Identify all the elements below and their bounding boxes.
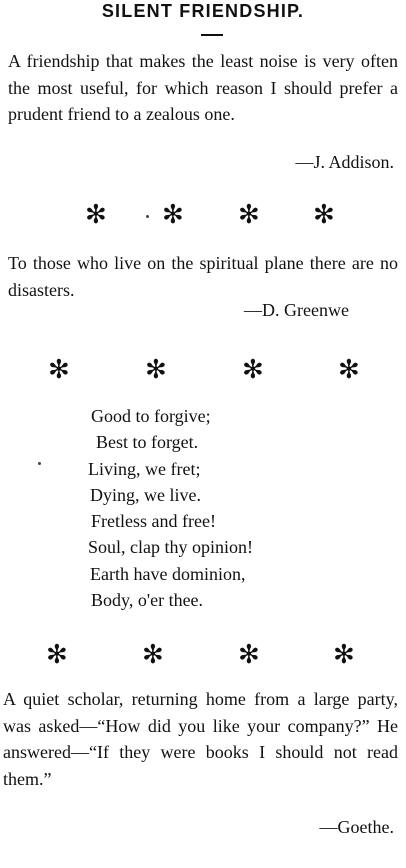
article-title: SILENT FRIENDSHIP.: [101, 1, 305, 21]
poem-line: Body, o'er thee.: [91, 590, 204, 611]
goethe-paragraph: A quiet scholar, returning home from a large party, was asked—“How did you like your company?” He answered—“If they were books I should not read them.”: [3, 689, 398, 789]
poem-line: Fretless and free!: [91, 511, 216, 532]
asterisk-icon: ✻: [338, 355, 360, 385]
print-speck: [146, 215, 149, 218]
asterisk-icon: ✻: [238, 200, 260, 230]
asterisk-icon: ✻: [85, 200, 107, 230]
asterisk-icon: ✻: [162, 200, 184, 230]
asterisk-icon: ✻: [48, 355, 70, 385]
print-speck: [38, 462, 41, 465]
addison-paragraph: A friendship that makes the least noise is very often the most useful, for which reason I should prefer a prudent friend to a zealous one.: [8, 51, 398, 124]
asterisk-icon: ✻: [145, 355, 167, 385]
addison-attribution: —J. Addison.: [295, 152, 394, 172]
asterisk-icon: ✻: [313, 200, 335, 230]
asterisk-icon: ✻: [46, 640, 68, 670]
poem-line: Good to forgive;: [91, 406, 211, 426]
asterisk-icon: ✻: [333, 640, 355, 670]
poem-line: Living, we fret;: [88, 458, 201, 479]
greenwell-paragraph: To those who live on the spiritual plane there are no disasters.: [8, 253, 398, 300]
poem-line: Soul, clap thy opinion!: [88, 537, 253, 558]
poem: [88, 403, 253, 613]
asterisk-icon: ✻: [142, 640, 164, 670]
separator-1: [0, 200, 406, 230]
goethe-attribution: —Goethe.: [319, 817, 394, 837]
poem-line: Earth have dominion,: [90, 563, 246, 584]
asterisk-icon: ✻: [242, 355, 264, 385]
title-rule: [201, 34, 223, 36]
asterisk-icon: ✻: [238, 640, 260, 670]
separator-2: [0, 355, 406, 385]
greenwell-attribution: —D. Greenwe: [244, 300, 349, 320]
poem-line: Dying, we live.: [90, 484, 201, 505]
separator-3: [0, 640, 406, 670]
poem-line: Best to forget.: [96, 432, 199, 453]
